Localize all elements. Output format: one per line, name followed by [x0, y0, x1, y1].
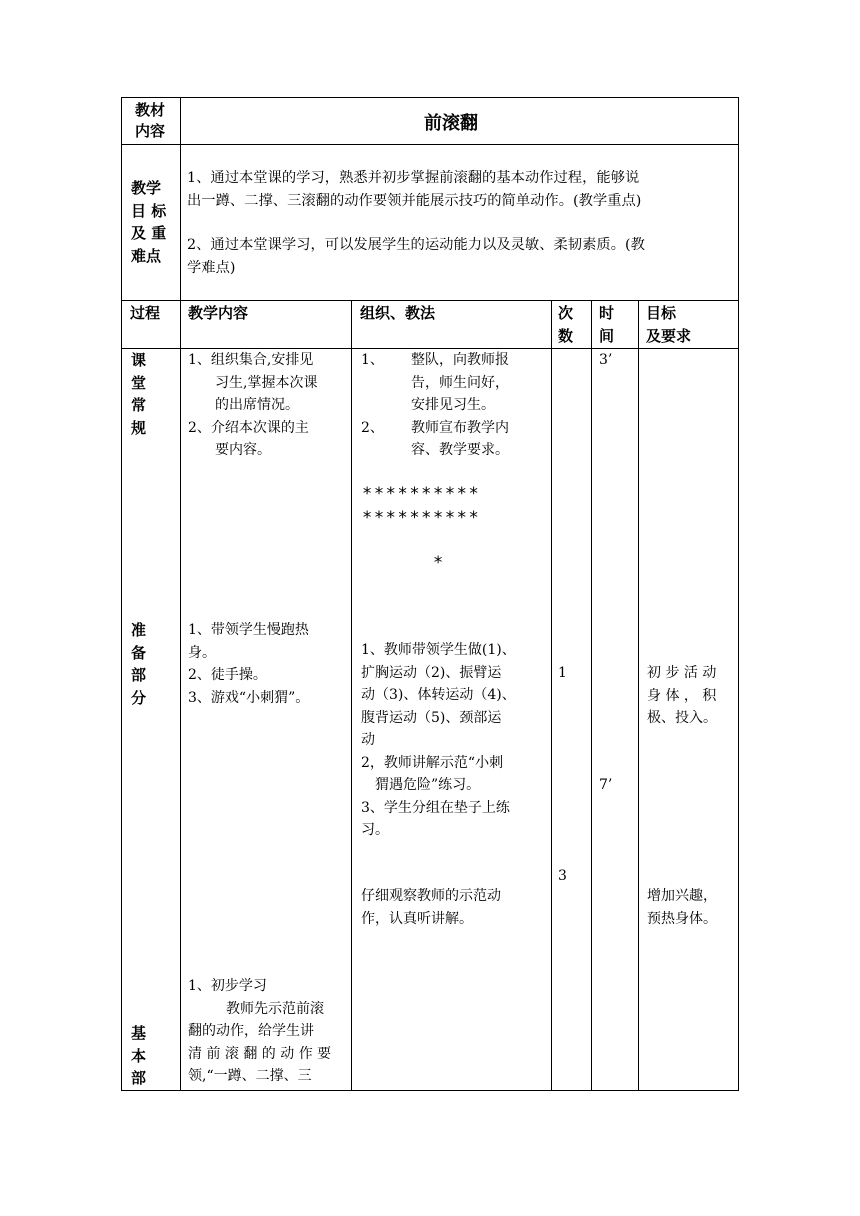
routine-duration: 3’: [599, 352, 613, 368]
label-line: 基: [131, 1024, 147, 1042]
label-line: 目 标: [131, 201, 167, 220]
prep-times-3: 3: [558, 868, 567, 884]
section-label-prep: [131, 619, 151, 709]
text-line: 告，师生问好，: [411, 374, 509, 391]
text-line: 动（3)、体转运动（4)、: [361, 687, 516, 703]
label-line: 部: [131, 1069, 147, 1087]
text-line: 次: [558, 304, 574, 322]
text-line: 2，教师讲解示范“小刺: [361, 754, 504, 771]
prep-goal-b: [647, 885, 717, 930]
formation-teacher: *: [433, 553, 445, 573]
header-label: 教材: [135, 101, 166, 119]
column-header-times: [558, 302, 573, 347]
text-line: 1、通过本堂课的学习，熟悉并初步掌握前滚翻的基本动作过程，能够说: [187, 170, 640, 186]
rule: [180, 97, 181, 1091]
label-line: 备: [131, 643, 147, 662]
text-line: 习。: [361, 822, 389, 838]
item-number: 2、: [361, 419, 384, 436]
text-line: 1、教师带领学生做(1)、: [361, 642, 516, 658]
column-header-method: 组织、教法: [360, 304, 436, 322]
text-line: 教师宣布教学内: [411, 419, 509, 436]
prep-content: [188, 619, 309, 709]
section-label-basic: [131, 1022, 151, 1090]
text-line: 出一蹲、二撑、三滚翻的动作要领并能展示技巧的简单动作。(教学重点): [187, 192, 642, 209]
text-line: 增加兴趣，: [647, 888, 717, 904]
routine-content: [188, 349, 317, 462]
prep-method: [361, 639, 516, 842]
text-line: 扩胸运动（2)、振臂运: [361, 664, 502, 681]
label-line: 难点: [131, 246, 162, 265]
text-line: 2、徒手操。: [188, 667, 267, 683]
label-line: 教学: [131, 179, 162, 197]
text-line: 数: [558, 326, 574, 345]
label-line: 本: [131, 1046, 147, 1065]
text-line: 1、组织集合,安排见: [188, 352, 314, 368]
basic-content: [188, 975, 331, 1088]
text-line: 及要求: [646, 326, 692, 345]
label-line: 准: [131, 621, 147, 639]
text-line: 清 前 滚 翻 的 动 作 要: [188, 1045, 332, 1062]
text-line: 安排见习生。: [411, 397, 495, 413]
rule: [121, 97, 122, 1091]
text-line: 的出席情况。: [215, 397, 299, 413]
label-line: 常: [131, 396, 147, 414]
label-line: 及 重: [131, 224, 167, 242]
rule: [121, 1090, 739, 1091]
page-title: 前滚翻: [424, 113, 478, 134]
text-line: 领,“一蹲、二撑、三: [188, 1068, 312, 1084]
column-header-goal: [646, 302, 691, 347]
method-item: [361, 349, 509, 372]
label-line: 堂: [131, 373, 147, 392]
text-line: 2、通过本堂课学习，可以发展学生的运动能力以及灵敏、柔韧素质。(教: [187, 237, 645, 253]
text-line: 猬遇危险”练习。: [375, 777, 481, 793]
text-line: 时: [599, 304, 615, 322]
method-item: [361, 417, 509, 440]
label-line: 课: [131, 351, 147, 369]
rule: [351, 300, 352, 1091]
text-line: 教师先示范前滚: [226, 1000, 324, 1017]
text-line: 目标: [646, 304, 677, 322]
objective-item-2: [187, 234, 645, 279]
prep-goal-a: [647, 662, 717, 730]
text-line: 3、游戏“小刺猬”。: [188, 689, 310, 706]
text-line: 1、带领学生慢跑热: [188, 622, 309, 638]
text-line: 3、学生分组在垫子上练: [361, 799, 510, 816]
header-label: 内容: [135, 122, 166, 140]
prep-times-1: 1: [558, 665, 567, 681]
rule: [551, 300, 552, 1091]
label-line: 规: [131, 418, 147, 437]
text-line: 要内容。: [215, 442, 271, 458]
prep-method-observe: [361, 885, 501, 930]
text-line: 学难点): [187, 259, 236, 276]
text-line: 作，认真听讲解。: [361, 910, 473, 927]
rule: [738, 97, 739, 1091]
text-line: 1、初步学习: [188, 978, 267, 994]
text-line: 仔细观察教师的示范动: [361, 888, 501, 904]
text-line: 动: [361, 732, 375, 748]
text-line: 整队，向教师报: [411, 352, 509, 368]
objective-item-1: [187, 167, 641, 212]
column-header-process: 过程: [130, 304, 161, 322]
label-line: 部: [131, 666, 147, 684]
text-line: 身 体 ， 积: [647, 687, 717, 704]
lesson-plan-table: [121, 97, 739, 1091]
column-header-content: 教学内容: [188, 304, 249, 322]
label-line: 分: [131, 688, 147, 707]
text-line: 腹背运动（5)、颈部运: [361, 709, 502, 726]
text-line: 预热身体。: [647, 910, 717, 927]
text-line: 翻的动作，给学生讲: [188, 1023, 314, 1039]
prep-duration: 7’: [599, 777, 613, 793]
text-line: 容、教学要求。: [411, 442, 509, 458]
text-line: 极、投入。: [647, 710, 717, 726]
text-line: 间: [599, 326, 615, 345]
text-line: 习生,掌握本次课: [215, 374, 318, 391]
rule: [121, 97, 739, 98]
formation-row-1: **********: [362, 484, 481, 504]
section-label-routine: [131, 349, 151, 439]
rule: [121, 300, 739, 301]
column-header-duration: [599, 302, 614, 347]
rule: [121, 144, 739, 145]
rule: [638, 300, 639, 1091]
objectives-label: [131, 177, 175, 267]
routine-method: [361, 349, 509, 462]
item-number: 1、: [361, 352, 384, 368]
text-line: 身。: [188, 644, 216, 661]
rule: [591, 300, 592, 1091]
text-line: 初 步 活 动: [647, 665, 717, 681]
text-line: 2、介绍本次课的主: [188, 419, 309, 436]
formation-row-2: **********: [362, 508, 481, 528]
